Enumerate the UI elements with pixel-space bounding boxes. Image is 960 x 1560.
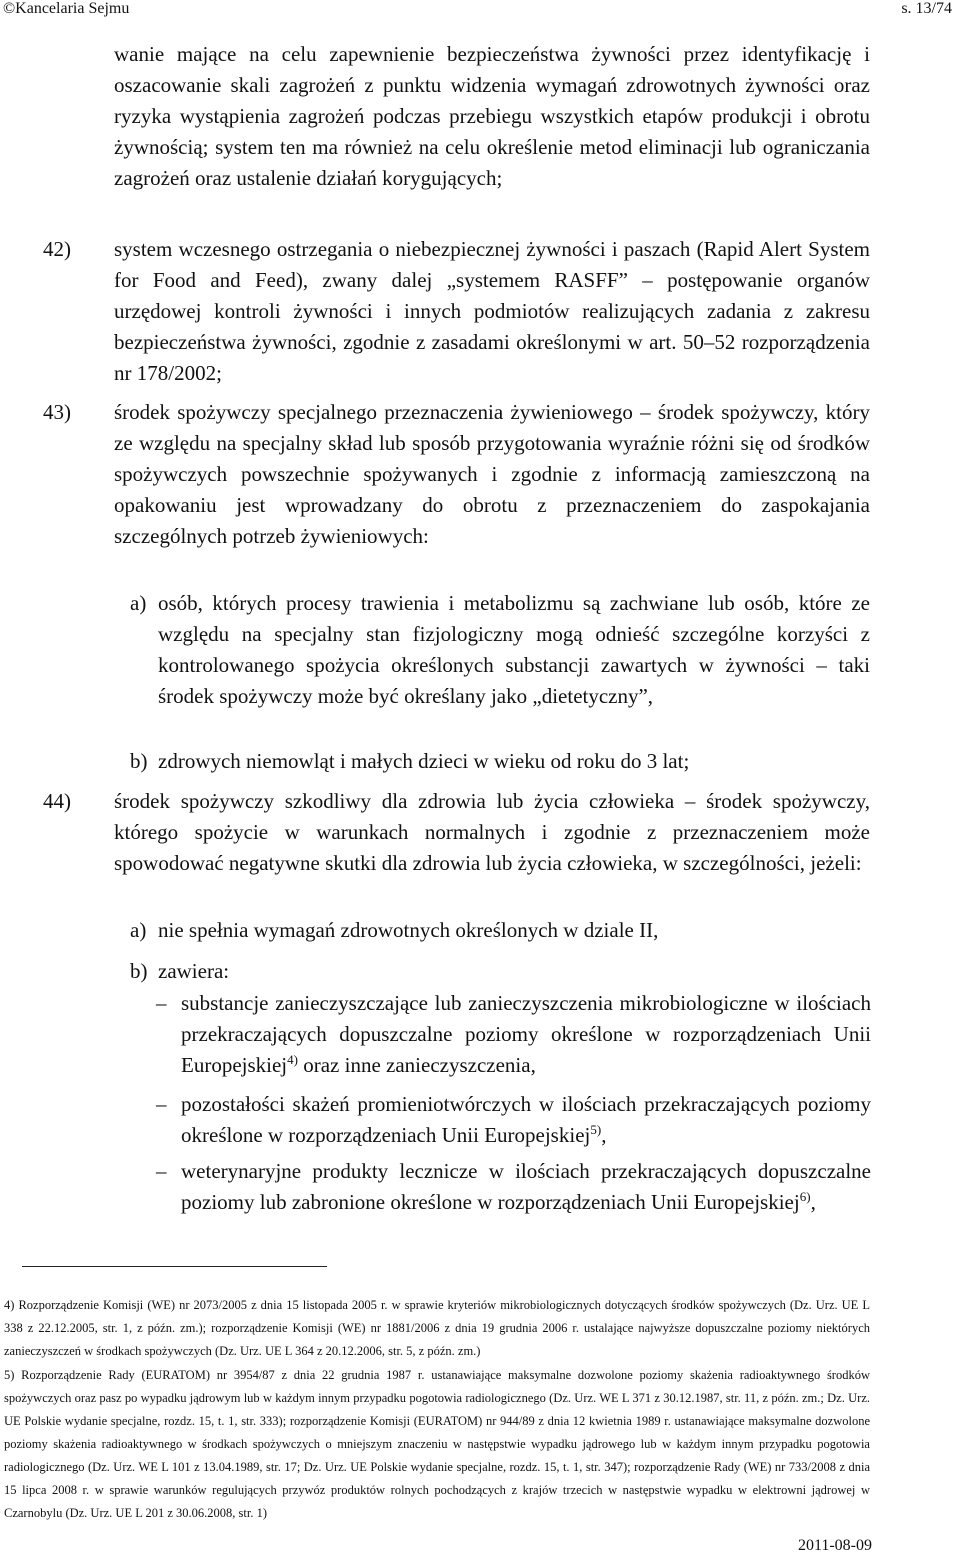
item-43b-text: zdrowych niemowląt i małych dzieci w wieku od roku do 3 lat; [158,749,690,773]
dash-2-body: pozostałości skażeń promieniotwórczych w ilościach przekraczających poziomy określone w rozporządzeniach Unii Europejskiej [181,1092,871,1147]
item-43b-label: b) [130,749,148,773]
item-44b-text: zawiera: [158,959,230,983]
footnote-separator [22,1266,327,1267]
footnote-ref-5[interactable]: 5) [590,1122,602,1137]
item-44b-label: b) [130,959,148,983]
header-copyright: ©Kancelaria Sejmu [3,0,130,17]
item-42-text: system wczesnego ostrzegania o niebezpiecznej żywności i paszach (Rapid Alert System for Food and Feed), zwany dalej „systemem RASFF” – postępowanie organów urzędowej kontroli żywności i innych podmiotów realizujących zadania z zakresu bezpieczeństwa żywności, zgodnie z zasadami określonymi w art. 50–52 rozporządzenia nr 178/2002; [114,237,870,385]
dash-1-body: substancje zanieczyszczające lub zanieczyszczenia mikrobiologiczne w ilościach przekraczających dopuszczalne poziomy określone w rozporządzeniach Unii Europejskiej [181,991,871,1077]
item-42-label: 42) [43,237,71,261]
dash-2-marker: – [156,1092,167,1116]
document-date: 2011-08-09 [797,1537,872,1554]
footnote-ref-6[interactable]: 6) [799,1189,811,1204]
dash-2-tail: , [601,1123,607,1147]
footnote-5: 5) Rozporządzenie Rady (EURATOM) nr 3954/87 z dnia 22 grudnia 1987 r. ustanawiające maksymalne dozwolone poziomy skażenia radioaktywnego środków spożywczych oraz pasz po wypadku jądrowym lub w każdym innym przypadku pogotowia radiologicznego (Dz. Urz. WE L 371 z 30.12.1987, str. 11, z późn. zm.; Dz. Urz. UE Polskie wydanie specjalne, rozdz. 15, t. 1, str. 333); rozporządzenie Komisji (EURATOM) nr 944/89 z dnia 12 kwietnia 1989 r. ustanawiające maksymalne dozwolone poziomy skażenia radioaktywnego w środkach spożywczych o mniejszym znaczeniu w następstwie wypadku jądrowego lub w każdym innym przypadku pogotowia radiologicznego (Dz. Urz. WE L 101 z 13.04.1989, str. 17; Dz. Urz. UE Polskie wydanie specjalne, rozdz. 15, t. 1, str. 347); rozporządzenie Rady (WE) nr 733/2008 z dnia 15 lipca 2008 r. w sprawie warunków regulujących przywóz produktów rolnych pochodzących z krajów trzecich w następstwie wypadku w elektrowni jądrowej w Czarnobylu (Dz. Urz. UE L 201 z 30.06.2008, str. 1) [4,1368,870,1520]
dash-3-text [181,1156,871,1218]
item-43a-text: osób, których procesy trawienia i metabolizmu są zachwiane lub osób, które ze względu na specjalny stan fizjologiczny mogą odnieść szczególne korzyści z kontrolowanego spożycia określonych substancji zawartych w żywności – taki środek spożywczy może być określany jako „dietetyczny”, [158,591,870,708]
dash-2-text [181,1089,871,1151]
paragraph-continuation: wanie mające na celu zapewnienie bezpieczeństwa żywności przez identyfikację i oszacowanie skali zagrożeń z punktu widzenia wymagań zdrowotnych żywności oraz ryzyka wystąpienia zagrożeń podczas przebiegu wszystkich etapów produkcji i obrotu żywnością; system ten ma również na celu określenie metod eliminacji lub ograniczania zagrożeń oraz ustalenie działań korygujących; [114,42,870,190]
dash-1-marker: – [156,991,167,1015]
item-43-text: środek spożywczy specjalnego przeznaczenia żywieniowego – środek spożywczy, który ze względu na specjalny skład lub sposób przygotowania wyraźnie różni się od środków spożywczych powszechnie spożywanych i zgodnie z informacją zamieszczoną na opakowaniu jest wprowadzany do obrotu z przeznaczeniem do zaspokajania szczególnych potrzeb żywieniowych: [114,400,870,548]
item-44-label: 44) [43,789,71,813]
dash-3-tail: , [810,1190,816,1214]
dash-1-tail: oraz inne zanieczyszczenia, [297,1053,536,1077]
dash-3-body: weterynaryjne produkty lecznicze w ilościach przekraczających dopuszczalne poziomy lub zabronione określone w rozporządzeniach Unii Europejskiej [181,1159,871,1214]
footnote-ref-4[interactable]: 4) [287,1052,298,1067]
dash-3-marker: – [156,1159,167,1183]
item-44a-label: a) [130,918,147,942]
item-44-text: środek spożywczy szkodliwy dla zdrowia lub życia człowieka – środek spożywczy, którego spożycie w warunkach normalnych i zgodnie z przeznaczeniem może spowodować negatywne skutki dla zdrowia lub życia człowieka, w szczególności, jeżeli: [114,789,870,875]
header-page-number: s. 13/74 [901,0,952,17]
item-43a-label: a) [130,591,147,615]
item-44a-text: nie spełnia wymagań zdrowotnych określonych w dziale II, [158,918,659,942]
footnote-4: 4) Rozporządzenie Komisji (WE) nr 2073/2005 z dnia 15 listopada 2005 r. w sprawie kryteriów mikrobiologicznych dotyczących środków spożywczych (Dz. Urz. UE L 338 z 22.12.2005, str. 1, z późn. zm.); rozporządzenie Komisji (WE) nr 1881/2006 z dnia 19 grudnia 2006 r. ustalające najwyższe dopuszczalne poziomy niektórych zanieczyszczeń w środkach spożywczych (Dz. Urz. UE L 364 z 20.12.2006, str. 5, z późn. zm.) [4,1298,870,1358]
item-43-label: 43) [43,400,71,424]
dash-1-text [181,988,871,1081]
